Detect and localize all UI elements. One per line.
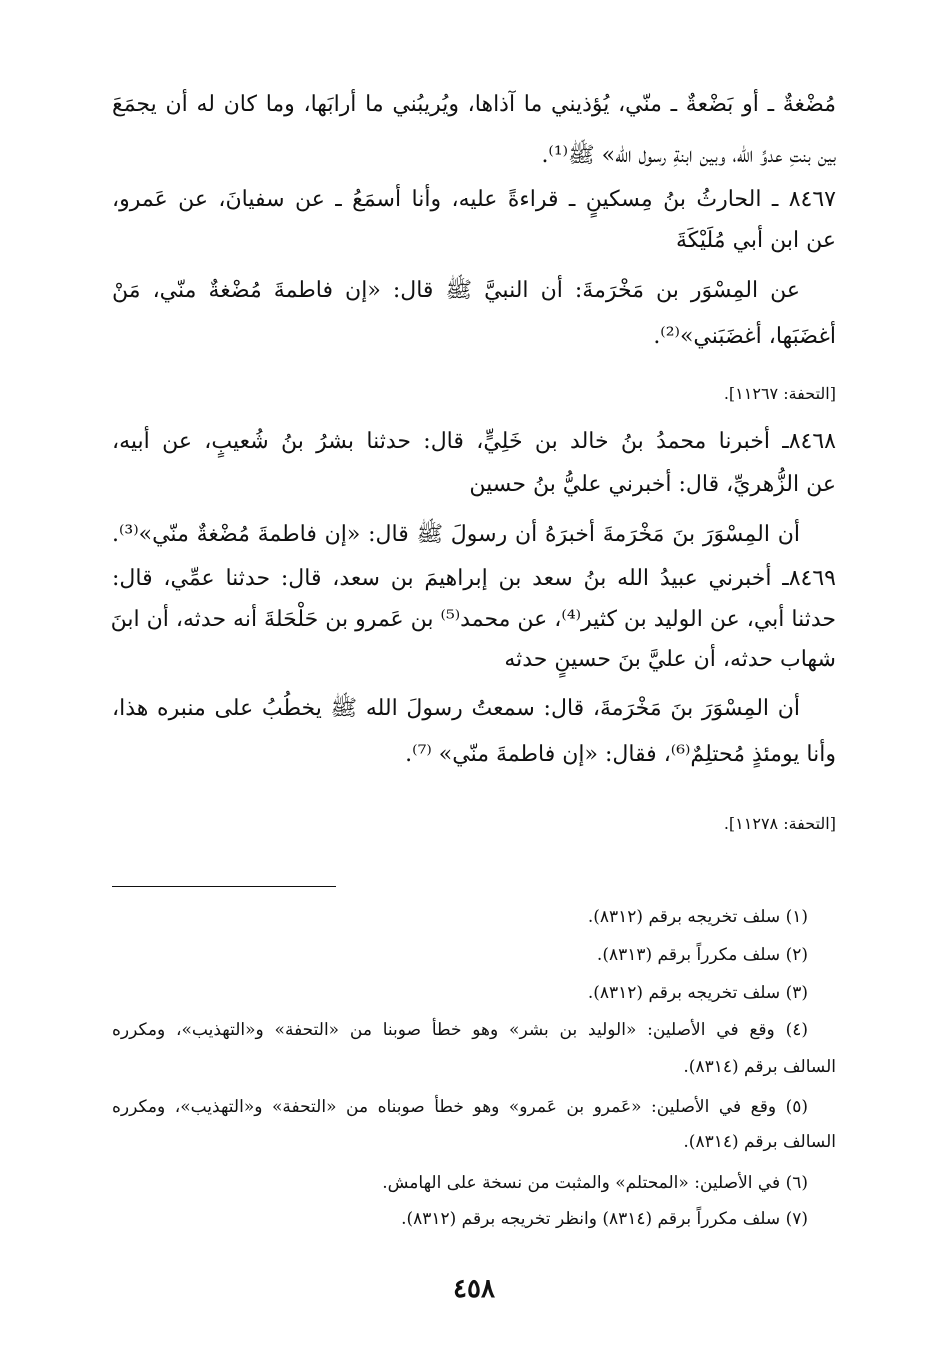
page-number: ٤٥٨ bbox=[453, 1274, 495, 1304]
text-line: أغضَبَها، أغضَبَني»⁽²⁾. bbox=[653, 324, 836, 349]
text-line: عن ابن أبي مُلَيْكَةَ bbox=[675, 228, 836, 253]
text-line: حدثنا أبي، عن الوليد بن كثير⁽⁴⁾، عن محمد⁽⁵⁾ بن عَمرو بن حَلْحَلةَ أنه حدثه، أن ابنَ bbox=[110, 607, 836, 632]
footnote: (١) سلف تخريجه برقم (٨٣١٢). bbox=[587, 907, 808, 927]
hadith-8469-line: ٨٤٦٩ـ أخبرني عبيدُ الله بنُ سعد بن إبراهيمَ بن سعد، قال: حدثنا عمِّي، قال: bbox=[112, 566, 836, 591]
text-line: عن المِسْوَر بن مَخْرَمةَ: أن النبيَّ ﷺ قال: «إن فاطمةَ مُضْغةٌ منّي، مَنْ bbox=[112, 278, 800, 303]
text-line: بين بنتِ عدوِّ الله، وبين ابنةِ رسول الله» ﷺ⁽¹⁾. bbox=[541, 143, 836, 168]
footnote: (٢) سلف مكرراً برقم (٨٣١٣). bbox=[596, 945, 808, 965]
footnote-continuation: السالف برقم (٨٣١٤). bbox=[683, 1132, 836, 1152]
footnote-continuation: السالف برقم (٨٣١٤). bbox=[683, 1057, 836, 1077]
footnote-separator bbox=[112, 886, 336, 887]
text-line: وأنا يومئذٍ مُحتلِمٌ⁽⁶⁾، فقال: «إن فاطمةَ منّي» ⁽⁷⁾. bbox=[405, 742, 836, 767]
text-line: أن المِسْوَرَ بنَ مَخْرَمةَ أخبرَهُ أن رسولَ ﷺ قال: «إن فاطمةَ مُضْغةٌ منّي»⁽³⁾. bbox=[112, 522, 800, 547]
hadith-8468-line: ٨٤٦٨ـ أخبرنا محمدُ بنُ خالد بن خَلِيٍّ، قال: حدثنا بشرُ بنُ شُعيبٍ، عن أبيه، bbox=[112, 429, 836, 454]
text-line: مُضْغةٌ ـ أو بَضْعةٌ ـ منّي، يُؤذيني ما آذاها، ويُريبُني ما أرابَها، وما كان له أن يجمَعَ bbox=[112, 92, 836, 117]
footnote: (٥) وقع في الأصلين: «عَمرو بن عَمرو» وهو خطأ صوبناه من «التحفة» و«التهذيب»، ومكرره bbox=[112, 1097, 808, 1117]
text-line: شهاب حدثه، أن عليَّ بنَ حسينٍ حدثه bbox=[504, 647, 836, 672]
footnote: (٤) وقع في الأصلين: «الوليد بن بشر» وهو خطأ صوبنا من «التحفة» و«التهذيب»، ومكرره bbox=[112, 1020, 808, 1040]
text-line: عن الزُّهريِّ، قال: أخبرني عليُّ بنُ حسين bbox=[469, 472, 836, 497]
footnote: (٦) في الأصلين: «المحتلم» والمثبت من نسخة على الهامش. bbox=[382, 1173, 808, 1193]
tuhfa-citation: [التحفة: ١١٢٧٨]. bbox=[723, 814, 836, 833]
tuhfa-citation: [التحفة: ١١٢٦٧]. bbox=[723, 384, 836, 403]
text-line: أن المِسْوَرَ بنَ مَخْرَمةَ، قال: سمعتُ رسولَ الله ﷺ يخطُبُ على منبره هذا، bbox=[112, 696, 800, 721]
footnote: (٧) سلف مكرراً برقم (٨٣١٤) وانظر تخريجه برقم (٨٣١٢). bbox=[401, 1209, 808, 1229]
footnote: (٣) سلف تخريجه برقم (٨٣١٢). bbox=[587, 983, 808, 1003]
hadith-8467-line: ٨٤٦٧ ـ الحارثُ بنُ مِسكينٍ ـ قراءةً عليه، وأنا أسمَعُ ـ عن سفيانَ، عن عَمرو، bbox=[112, 187, 836, 212]
